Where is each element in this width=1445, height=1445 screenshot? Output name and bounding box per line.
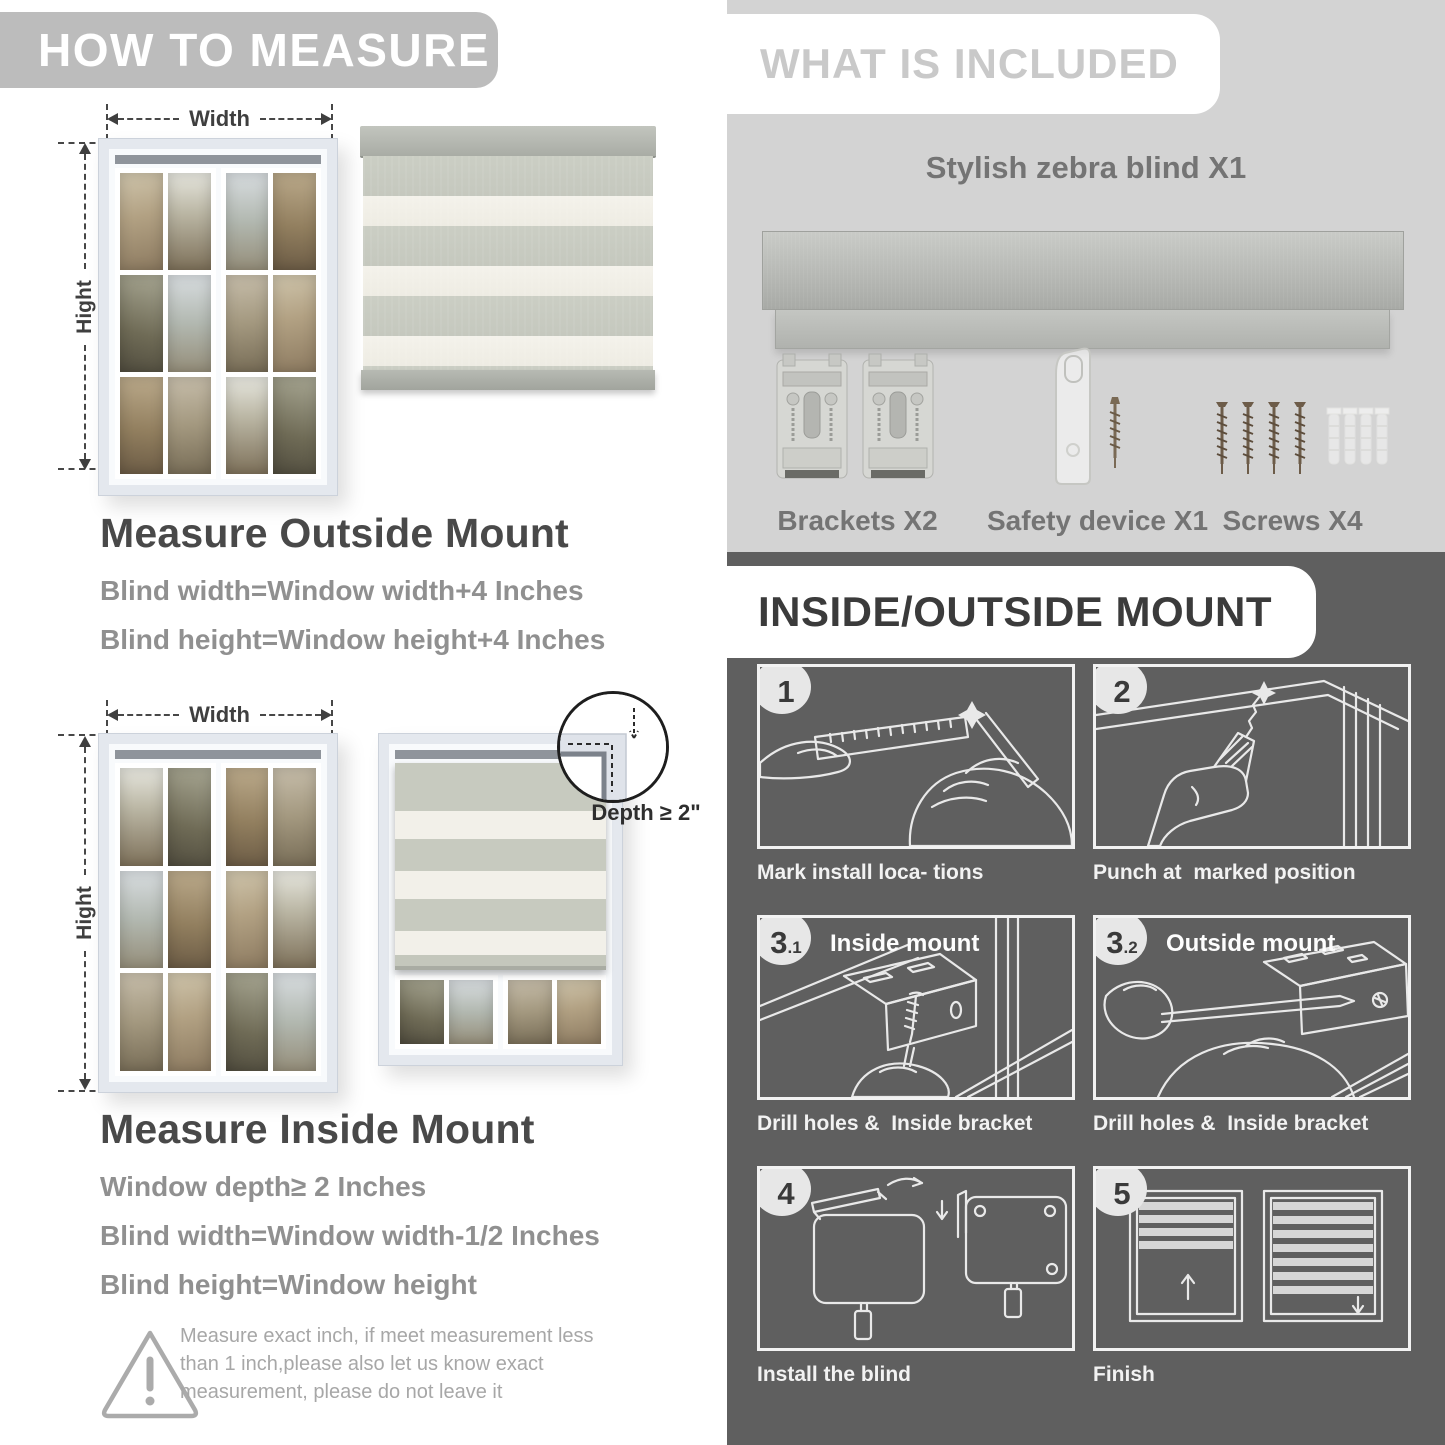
what-is-included-header bbox=[720, 14, 1220, 114]
window-pane bbox=[168, 768, 211, 866]
window-pane bbox=[168, 275, 211, 372]
window-pane bbox=[557, 980, 601, 1044]
what-is-included-title: WHAT IS INCLUDED bbox=[760, 40, 1179, 87]
measure-line: Blind width=Window width+4 Inches bbox=[100, 575, 584, 606]
window-casement bbox=[395, 975, 498, 1049]
window-recess-shadow bbox=[115, 155, 321, 164]
arrow-down-icon bbox=[79, 459, 91, 470]
step-5 bbox=[1093, 1166, 1411, 1417]
screws-label: Screws X4 bbox=[1222, 505, 1363, 536]
window-pane bbox=[226, 377, 269, 474]
window-casement bbox=[115, 763, 216, 1076]
step-5-caption: Finish bbox=[1093, 1363, 1155, 1386]
step-3-1 bbox=[757, 915, 1075, 1166]
safety-device-icon bbox=[1040, 342, 1150, 492]
warning-text: Measure exact inch, if meet measurement less than 1 inch,please also let us know exact measurement, please do not leave it bbox=[180, 1325, 594, 1403]
how-to-measure-header bbox=[0, 12, 498, 88]
width-dimension-inside bbox=[107, 704, 332, 726]
window-illustration-outside bbox=[98, 138, 338, 496]
window-pane bbox=[400, 980, 444, 1044]
window-pane bbox=[273, 973, 316, 1071]
inside-outside-mount-title: INSIDE/OUTSIDE MOUNT bbox=[758, 588, 1273, 635]
window-pane bbox=[226, 275, 269, 372]
arrow-right-icon bbox=[321, 709, 332, 721]
step-3-2-illustration bbox=[1093, 915, 1411, 1100]
window-pane bbox=[168, 173, 211, 270]
how-to-measure-title: HOW TO MEASURE bbox=[38, 24, 491, 76]
step-badge: 3 .1 bbox=[757, 915, 811, 965]
window-pane bbox=[449, 980, 493, 1044]
step-2-illustration bbox=[1093, 664, 1411, 849]
arrow-up-icon bbox=[79, 736, 91, 747]
depth-detail-magnifier bbox=[557, 691, 669, 803]
step-3-1-caption: Drill holes & Inside bracket bbox=[757, 1112, 1033, 1135]
blind-bottom-rail bbox=[361, 370, 655, 390]
step-badge: 4 bbox=[757, 1166, 811, 1216]
inside-outside-mount-header bbox=[720, 566, 1316, 658]
depth-label: Depth ≥ 2" bbox=[591, 800, 701, 825]
step-3-2 bbox=[1093, 915, 1411, 1166]
window-casement bbox=[221, 763, 322, 1076]
step-2-caption: Punch at marked position bbox=[1093, 861, 1356, 884]
height-dimension-inside bbox=[74, 736, 96, 1090]
step-badge: 3 .2 bbox=[1093, 915, 1147, 965]
measure-outside-lines bbox=[100, 566, 605, 664]
installed-zebra-blind bbox=[395, 763, 606, 970]
arrow-left-icon bbox=[107, 113, 118, 125]
step-4-illustration bbox=[757, 1166, 1075, 1351]
brackets-label: Brackets X2 bbox=[777, 505, 938, 536]
window-casement bbox=[221, 168, 322, 479]
step-5-illustration bbox=[1093, 1166, 1411, 1351]
installation-steps bbox=[757, 664, 1411, 1417]
window-pane bbox=[120, 377, 163, 474]
blind-cassette bbox=[360, 126, 656, 158]
step-badge: 1 bbox=[757, 664, 811, 714]
window-pane bbox=[120, 275, 163, 372]
step-2 bbox=[1093, 664, 1411, 915]
window-pane bbox=[273, 173, 316, 270]
step-1-caption: Mark install loca- tions bbox=[757, 861, 984, 884]
measure-line: Blind height=Window height bbox=[100, 1269, 477, 1300]
window-pane bbox=[168, 377, 211, 474]
window-pane bbox=[273, 768, 316, 866]
window-pane bbox=[168, 973, 211, 1071]
step-1 bbox=[757, 664, 1075, 915]
zebra-blind-sample bbox=[363, 126, 653, 390]
measure-outside-heading: Measure Outside Mount bbox=[100, 510, 569, 556]
step-3-2-title: Outside mount bbox=[1166, 930, 1336, 957]
blind-stripes bbox=[363, 156, 653, 370]
arrow-up-icon bbox=[79, 143, 91, 154]
window-pane bbox=[226, 871, 269, 969]
width-dim-label: Width bbox=[189, 106, 250, 131]
measure-line: Blind width=Window width-1/2 Inches bbox=[100, 1220, 600, 1251]
step-3-1-title: Inside mount bbox=[830, 930, 980, 957]
window-pane bbox=[273, 275, 316, 372]
arrow-left-icon bbox=[107, 709, 118, 721]
measure-line: Blind height=Window height+4 Inches bbox=[100, 624, 606, 655]
screws-icon bbox=[1212, 398, 1392, 483]
window-corner-detail-icon bbox=[560, 694, 666, 800]
safety-device-label: Safety device X1 bbox=[987, 505, 1209, 536]
window-recess-shadow bbox=[115, 750, 321, 759]
step-4-caption: Install the blind bbox=[757, 1363, 912, 1386]
step-4 bbox=[757, 1166, 1075, 1417]
measure-line: Window depth≥ 2 Inches bbox=[100, 1171, 427, 1202]
brackets-icon bbox=[775, 352, 935, 492]
step-badge: 2 bbox=[1093, 664, 1147, 714]
window-casement bbox=[115, 168, 216, 479]
window-pane bbox=[120, 768, 163, 866]
headrail-bar bbox=[762, 231, 1404, 310]
product-label: Stylish zebra blind X1 bbox=[925, 150, 1247, 185]
width-dimension-outside bbox=[107, 108, 332, 130]
window-pane bbox=[273, 377, 316, 474]
window-pane bbox=[120, 871, 163, 969]
width-dim-label: Width bbox=[189, 702, 250, 727]
measure-inside-heading: Measure Inside Mount bbox=[100, 1106, 535, 1152]
window-pane bbox=[273, 871, 316, 969]
step-1-illustration bbox=[757, 664, 1075, 849]
window-pane bbox=[226, 768, 269, 866]
arrow-right-icon bbox=[321, 113, 332, 125]
window-pane bbox=[120, 173, 163, 270]
window-pane bbox=[226, 173, 269, 270]
window-casement bbox=[503, 975, 606, 1049]
measure-inside-lines bbox=[100, 1162, 600, 1309]
step-3-2-caption: Drill holes & Inside bracket bbox=[1093, 1112, 1369, 1135]
step-badge: 5 bbox=[1093, 1166, 1147, 1216]
height-dimension-outside bbox=[74, 143, 96, 470]
window-pane bbox=[120, 973, 163, 1071]
window-pane bbox=[226, 973, 269, 1071]
height-dim-label: Hight bbox=[73, 886, 96, 940]
step-3-1-illustration bbox=[757, 915, 1075, 1100]
blind-headrail-image bbox=[762, 231, 1404, 351]
window-pane bbox=[508, 980, 552, 1044]
height-dim-label: Hight bbox=[73, 279, 96, 334]
window-illustration-inside bbox=[98, 733, 338, 1093]
arrow-down-icon bbox=[79, 1079, 91, 1090]
window-pane bbox=[168, 871, 211, 969]
